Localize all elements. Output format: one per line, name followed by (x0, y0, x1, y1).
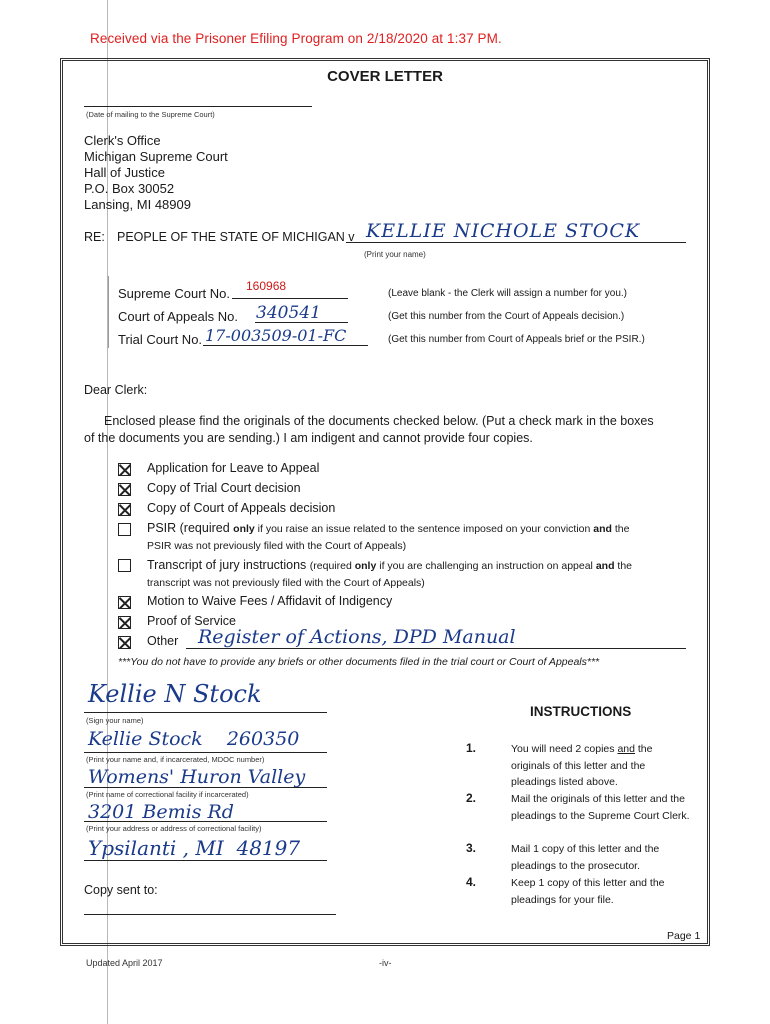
transcript-text-a: Transcript of jury instructions (147, 558, 310, 572)
psir-text-f: PSIR was not previously filed with the Court of Appeals) (147, 540, 407, 552)
copy-sent-label: Copy sent to: (84, 883, 158, 897)
instruction-2: Mail the originals of this letter and the pleadings to the Supreme Court Clerk. (511, 793, 690, 822)
psir-text-c: if you raise an issue related to the sentence imposed on your conviction (254, 523, 594, 535)
copy-sent-line (84, 914, 336, 915)
city-line (84, 860, 327, 861)
transcript-text-g: transcript was not previously filed with the Court of Appeals) (147, 577, 425, 589)
updated-date: Updated April 2017 (86, 958, 163, 968)
instruction-4: Keep 1 copy of this letter and the pleadings for your file. (511, 877, 665, 906)
clerk-address (84, 133, 228, 213)
transcript-text-c: only (354, 560, 377, 572)
intro-line-1: Enclosed please find the originals of the documents checked below. (Put a check mark in the boxes (104, 414, 654, 428)
document-title: COVER LETTER (327, 68, 443, 85)
defendant-name-value: KELLIE NICHOLE STOCK (366, 220, 641, 242)
supreme-court-no-label: Supreme Court No. (118, 286, 230, 301)
psir-text-b: only (233, 523, 255, 535)
city-value: Ypsilanti , MI 48197 (88, 836, 301, 860)
checkbox-transcript[interactable] (118, 559, 131, 572)
checkbox-trial-decision[interactable] (118, 483, 131, 496)
instruction-3: Mail 1 copy of this letter and the pleadings to the prosecutor. (511, 843, 660, 872)
page-number: Page 1 (667, 930, 701, 942)
address-line-field (84, 821, 327, 822)
psir-text-d: and (593, 523, 612, 535)
facility-value: Womens' Huron Valley (88, 766, 306, 788)
checklist-item-psir (147, 520, 629, 555)
roman-page-number: -iv- (379, 958, 392, 968)
checklist-item-proof-of-service: Proof of Service (147, 614, 236, 628)
printed-name-label: (Print your name and, if incarcerated, MDOC number) (86, 755, 265, 764)
supreme-court-no-value: 160968 (246, 279, 287, 293)
transcript-text-e: and (595, 560, 615, 572)
checklist-item-application: Application for Leave to Appeal (147, 461, 320, 475)
instruction-number: 3. (466, 841, 477, 855)
instruction-1b: and (617, 743, 635, 755)
address-line: Hall of Justice (84, 165, 165, 180)
facility-label: (Print name of correctional facility if incarcerated) (86, 790, 249, 799)
checkbox-waive-fees[interactable] (118, 596, 131, 609)
checklist-item-trial-decision: Copy of Trial Court decision (147, 481, 301, 495)
address-line: P.O. Box 30052 (84, 181, 175, 196)
other-line (186, 648, 686, 649)
supreme-court-no-note: (Leave blank - the Clerk will assign a number for you.) (388, 288, 627, 299)
other-value: Register of Actions, DPD Manual (198, 626, 516, 648)
checkbox-proof-of-service[interactable] (118, 616, 131, 629)
appeals-no-label: Court of Appeals No. (118, 309, 238, 324)
facility-line (84, 787, 327, 788)
checkbox-application[interactable] (118, 463, 131, 476)
signature-value: Kellie N Stock (88, 680, 262, 708)
defendant-name-line (346, 242, 686, 243)
trial-court-no-value: 17-003509-01-FC (205, 326, 347, 345)
instructions-title: INSTRUCTIONS (530, 704, 632, 719)
date-line (84, 106, 312, 107)
intro-line-2: of the documents you are sending.) I am indigent and cannot provide four copies. (84, 431, 533, 445)
checkbox-other[interactable] (118, 636, 131, 649)
salutation: Dear Clerk: (84, 383, 148, 397)
trial-court-no-note: (Get this number from Court of Appeals brief or the PSIR.) (388, 334, 645, 345)
instruction-number: 4. (466, 875, 477, 889)
checkbox-psir[interactable] (118, 523, 131, 536)
instruction-1a: You will need 2 copies (511, 743, 618, 755)
address-value: 3201 Bemis Rd (88, 801, 234, 823)
address-line: Michigan Supreme Court (84, 149, 228, 164)
transcript-text-d: if you are challenging an instruction on appeal (376, 560, 596, 572)
transcript-text-f: the (614, 560, 632, 572)
trial-court-no-line (203, 345, 368, 346)
printed-name-value: Kellie Stock 260350 (88, 728, 300, 750)
trial-court-no-label: Trial Court No. (118, 332, 203, 347)
documents-note: ***You do not have to provide any briefs or other documents filed in the trial court or Court of Appeals*** (118, 656, 600, 668)
address-label: (Print your address or address of correctional facility) (86, 824, 262, 833)
print-name-label: (Print your name) (364, 250, 426, 259)
signature-label: (Sign your name) (86, 716, 144, 725)
re-text: PEOPLE OF THE STATE OF MICHIGAN v (117, 230, 355, 244)
psir-text-a: PSIR (required (147, 521, 234, 535)
supreme-court-no-line (232, 298, 348, 299)
appeals-no-value: 340541 (256, 303, 321, 323)
instruction-number: 1. (466, 741, 477, 755)
address-line: Clerk's Office (84, 133, 161, 148)
transcript-text-b: (required (309, 560, 355, 572)
checklist-item-other: Other (147, 634, 179, 648)
instruction-number: 2. (466, 791, 477, 805)
instruction-1c: the originals of this letter and the pleadings listed above. (511, 743, 653, 788)
date-label: (Date of mailing to the Supreme Court) (86, 110, 215, 119)
checklist-item-waive-fees: Motion to Waive Fees / Affidavit of Indigency (147, 594, 393, 608)
efiling-stamp: Received via the Prisoner Efiling Program on 2/18/2020 at 1:37 PM. (90, 31, 502, 46)
case-number-divider (108, 276, 109, 348)
re-label: RE: (84, 230, 105, 244)
psir-text-e: the (611, 523, 630, 535)
checklist-item-transcript (147, 557, 632, 592)
printed-name-line (84, 752, 327, 753)
checkbox-appeals-decision[interactable] (118, 503, 131, 516)
address-line: Lansing, MI 48909 (84, 197, 191, 212)
checklist-item-appeals-decision: Copy of Court of Appeals decision (147, 501, 336, 515)
appeals-no-note: (Get this number from the Court of Appeals decision.) (388, 311, 625, 322)
signature-line (84, 712, 327, 713)
instruction-1 (511, 741, 691, 791)
